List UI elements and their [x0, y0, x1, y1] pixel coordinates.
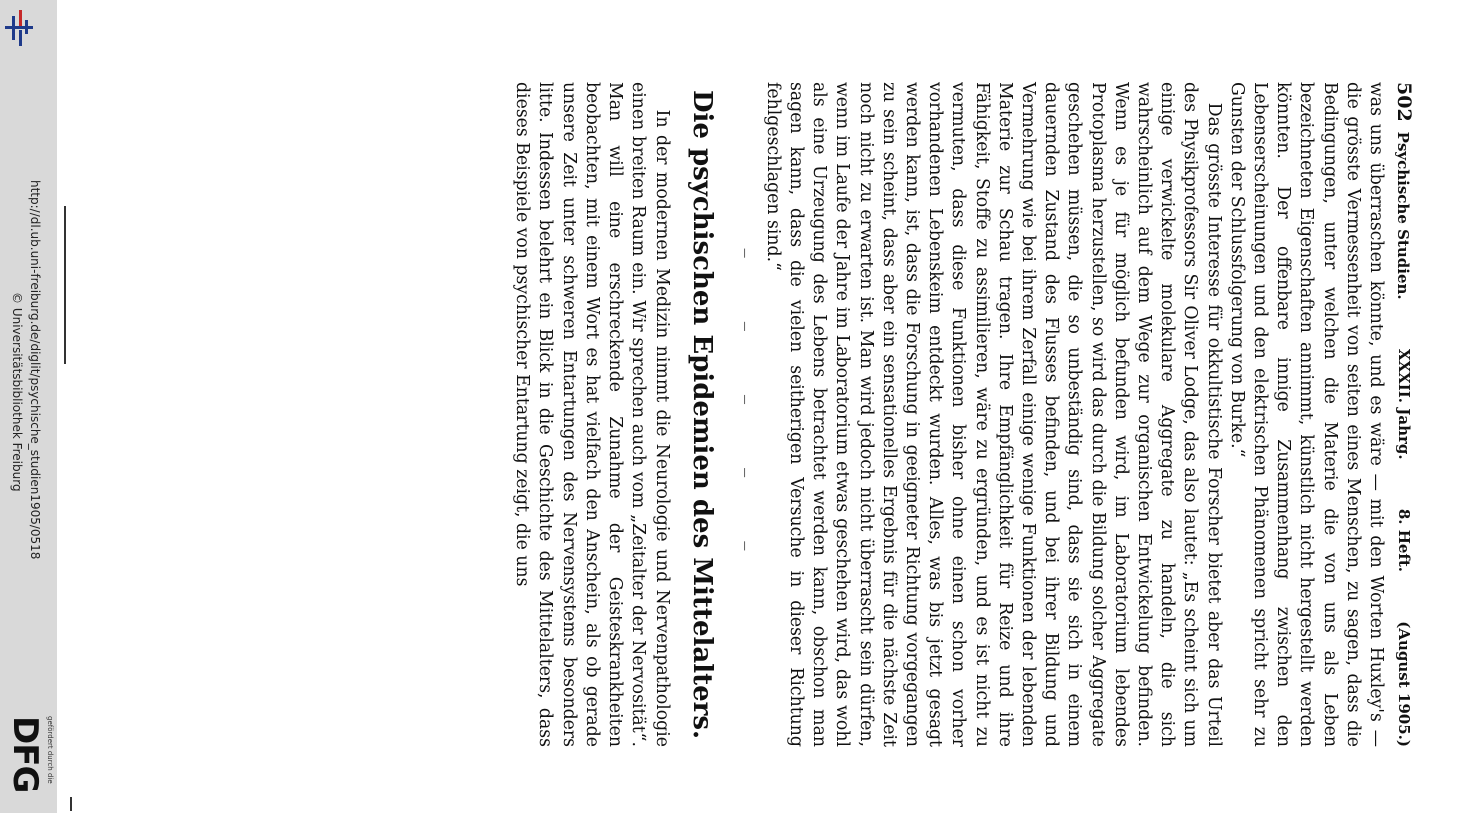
section-separator: — — — — —: [738, 248, 750, 581]
article-title: Die psychischen Epidemien des Mittelalters.: [686, 89, 717, 740]
scan-mark: [70, 797, 72, 811]
paragraph: In der modernen Medizin nimmt die Neurologie und Nervenpathologie einen breiten Raum ein. Wir sprechen auch vom „Zeitalter der Nervosität“. Man will eine erschreckende Zunahme der Geisteskrankheiten beobachten, mit einem Wort es hat vielfach den Anschein, als ob gerade unsere Zeit unter schweren Entartungen des Nervensystems besonders litte. Indessen belehrt ein Blick in die Geschichte des Mittelalters, dass dieses Beispiele von psychischer Entartung zeigt, die uns: [512, 82, 672, 747]
issue-label: 8. Heft.: [1395, 508, 1413, 573]
viewer-sidebar: [0, 0, 57, 813]
copyright-notice: © Universitätsbibliothek Freiburg: [10, 292, 24, 492]
page-header: [1393, 82, 1415, 747]
dfg-logo: DFG: [5, 716, 45, 793]
library-logo-icon: [5, 6, 33, 50]
volume-label: XXXII. Jahrg.: [1395, 348, 1413, 460]
scanned-page: [512, 82, 1415, 747]
paragraph: was uns überraschen könnte, und es wäre — mit den Worten Huxley's — die grösste Vermessenheit von seiten eines Menschen, zu sagen, dass die Bedingungen, unter welchen die Materie die von uns als Leben bezeichneten Eigenschaften annimmt, künstlich nicht hergestellt werden könnten. Der offenbare innige Zusammenhang zwischen den Lebenserscheinungen und den elektrischen Phänomenen spricht sehr zu Gunsten der Schlussfolgerung von Burke.“: [1226, 82, 1386, 747]
page-text: [761, 82, 1387, 747]
source-url[interactable]: http://dl.ub.uni-freiburg.de/diglit/psychische_studien1905/0518: [28, 180, 42, 560]
date-label: (August 1905.): [1395, 621, 1413, 747]
scan-mark: [64, 206, 66, 364]
page-number: 502Psychische Studien.: [1393, 82, 1415, 300]
article-body: [510, 82, 672, 747]
paragraph: Das grösste Interesse für okkultistische Forscher bietet aber das Urteil des Physikprofessors Sir Oliver Lodge, das also lautet: „Es scheint sich um einige verwickelte molekulare Aggregate zu handeln, die sich wahrscheinlich auf dem Wege zur organischen Entwickelung befinden. Wenn es je für möglich befunden wird, im Laboratorium lebendes Protoplasma herzustellen, so wird das durch die Bildung solcher Aggregate geschehen müssen, die so unbeständig sind, dass sie sich in einem dauernden Zustand des Flusses befinden, und bei ihrer Bildung und Vermehrung wie bei ihrem Zerfall einige wenige Funktionen der lebenden Materie zur Schau tragen. Ihre Empfänglichkeit für Reize und ihre Fähigkeit, Stoffe zu assimilieren, wäre zu ergründen, und es ist nicht zu vermuten, dass diese Funktionen bisher ohne einen schon vorher vorhandenen Lebenskeim entdeckt wurden. Alles, was bis jetzt gesagt werden kann, ist, dass die Forschung in geeigneter Richtung vorgegangen zu sein scheint, dass aber ein sensationelles Ergebnis für die nächste Zeit noch nicht zu erwarten ist. Man wird jedoch nicht überrascht sein dürfen, wenn im Laufe der Jahre im Laboratorium etwas geschehen wird, das wohl als eine Urzeugung des Lebens betrachtet werden kann, obschon man sagen kann, dass die vielen seitherigen Versuche in dieser Richtung fehlgeschlagen sind.“: [762, 82, 1224, 747]
funding-note: gefördert durch die: [46, 716, 54, 784]
